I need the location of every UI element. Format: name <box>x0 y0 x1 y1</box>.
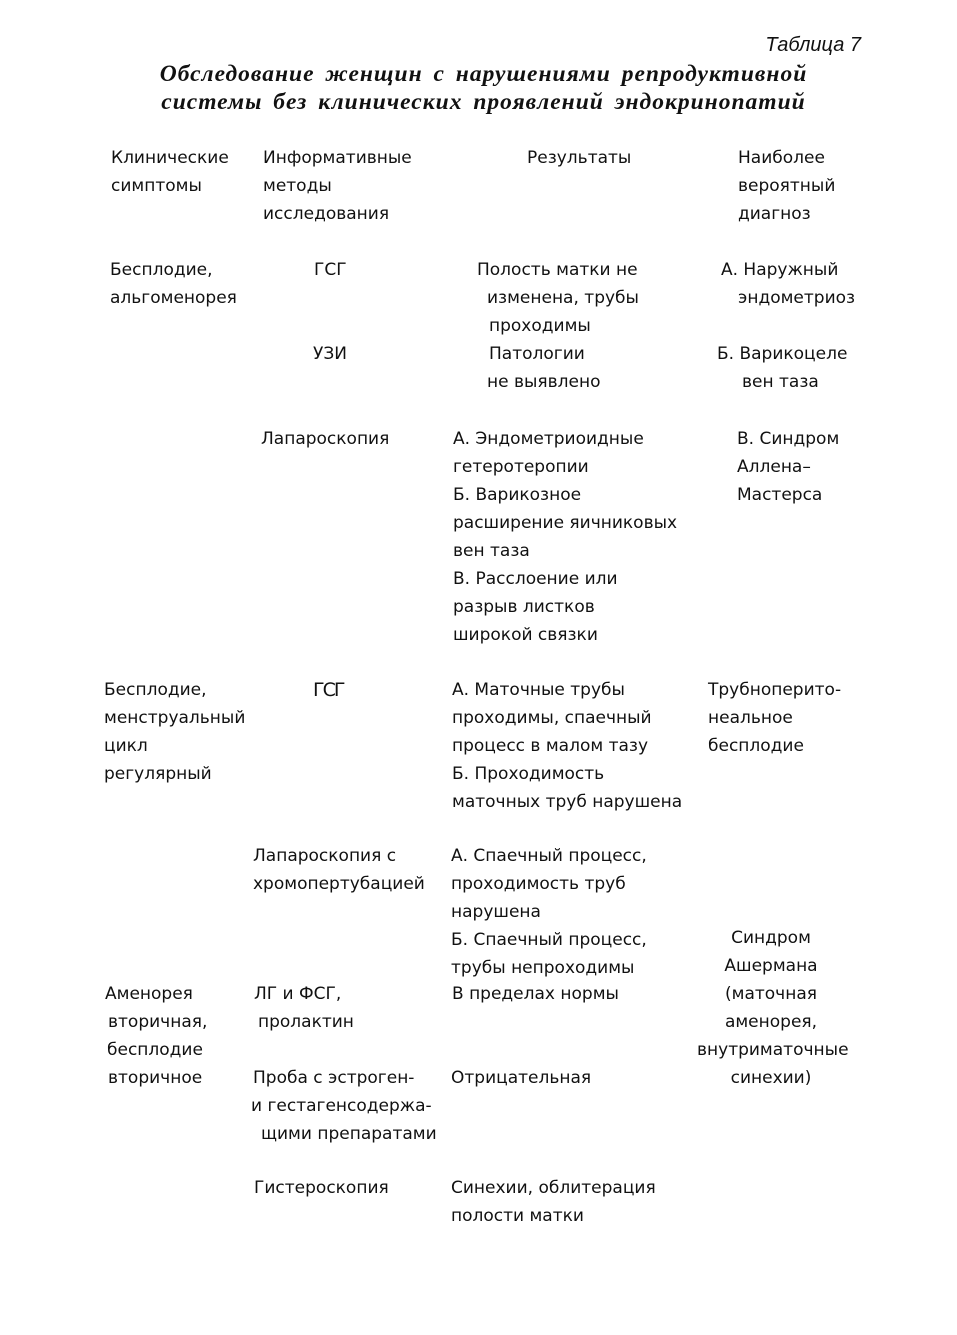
header-methods <box>263 144 412 228</box>
cell-line: А. Маточные трубы <box>452 680 625 700</box>
cell-line: трубы непроходимы <box>451 958 635 978</box>
cell-line: щими препаратами <box>261 1124 437 1144</box>
s1-method-gsg: ГСГ <box>314 260 347 280</box>
cell-line: ЛГ и ФСГ, <box>254 984 342 1004</box>
s1-diagnosis-b <box>717 340 847 396</box>
cell-line: Б. Варикозное <box>453 485 582 505</box>
cell-line: Аменорея <box>105 984 193 1004</box>
s2-symptoms <box>104 676 245 788</box>
s3-method-hys: Гистероскопия <box>254 1178 389 1198</box>
cell-line: и гестагенсодержа- <box>251 1096 432 1116</box>
header-line: Клинические <box>111 148 229 168</box>
header-results <box>527 144 631 172</box>
cell-line: внутриматочные <box>697 1040 849 1060</box>
header-line: Информативные <box>263 148 412 168</box>
header-diagnosis <box>738 144 835 228</box>
cell-line: полости матки <box>451 1206 584 1226</box>
header-symptoms <box>111 144 229 200</box>
s3-result-test: Отрицательная <box>451 1068 592 1088</box>
cell-line: проходимы <box>489 316 591 336</box>
s3-diagnosis <box>697 924 849 1092</box>
cell-line: Полость матки не <box>477 260 638 280</box>
cell-line: Лапароскопия с <box>253 846 397 866</box>
cell-line: синехии) <box>730 1068 812 1088</box>
cell-line: А. Эндометриоидные <box>453 429 644 449</box>
cell-line: Ашермана <box>724 956 818 976</box>
cell-line: бесплодие <box>708 736 804 756</box>
s1-diagnosis-c <box>737 425 839 509</box>
s1-result-gsg <box>477 256 639 340</box>
title-line-2: системы без клинических проявлений эндокринопатий <box>161 89 806 115</box>
cell-line: вен таза <box>453 541 530 561</box>
s1-symptoms <box>110 256 237 312</box>
table-title <box>0 60 957 116</box>
cell-line: нарушена <box>451 902 541 922</box>
cell-line: А. Спаечный процесс, <box>451 846 647 866</box>
cell-line: Синдром <box>731 928 811 948</box>
cell-line: неальное <box>708 708 793 728</box>
s1-method-uzi: УЗИ <box>313 344 347 364</box>
s1-method-lap: Лапароскопия <box>261 429 390 449</box>
cell-line: бесплодие <box>107 1040 203 1060</box>
cell-line: пролактин <box>258 1012 354 1032</box>
cell-line: проходимость труб <box>451 874 626 894</box>
cell-line: маточных труб нарушена <box>452 792 683 812</box>
s2-result-lap <box>451 842 647 982</box>
cell-line: (маточная <box>725 984 817 1004</box>
header-line: симптомы <box>111 176 202 196</box>
cell-line: Мастерса <box>737 485 823 505</box>
s2-method-gsg: ГСГ <box>313 679 344 701</box>
s2-diagnosis <box>708 676 841 760</box>
cell-line: цикл <box>104 736 148 756</box>
cell-line: вен таза <box>742 372 819 392</box>
cell-line: расширение яичниковых <box>453 513 678 533</box>
cell-line: процесс в малом тазу <box>452 736 649 756</box>
cell-line: вторичное <box>108 1068 203 1088</box>
cell-line: разрыв листков <box>453 597 595 617</box>
s2-result-gsg <box>452 676 682 816</box>
cell-line: Б. Проходимость <box>452 764 605 784</box>
cell-line: Патологии <box>489 344 585 364</box>
cell-line: гетеротеропии <box>453 457 589 477</box>
cell-line: А. Наружный <box>721 260 839 280</box>
cell-line: Трубноперито- <box>708 680 842 700</box>
cell-line: широкой связки <box>453 625 598 645</box>
cell-line: эндометриоз <box>738 288 856 308</box>
cell-line: Бесплодие, <box>110 260 213 280</box>
cell-line: аменорея, <box>724 1012 818 1032</box>
cell-line: регулярный <box>104 764 212 784</box>
cell-line: менструальный <box>104 708 246 728</box>
cell-line: Проба с эстроген- <box>253 1068 415 1088</box>
s1-result-uzi <box>487 340 601 396</box>
s3-result-lh: В пределах нормы <box>452 984 619 1004</box>
s3-method-lh <box>254 980 354 1036</box>
cell-line: Бесплодие, <box>104 680 207 700</box>
cell-line: проходимы, спаечный <box>452 708 652 728</box>
header-line: методы <box>263 176 332 196</box>
s3-symptoms <box>105 980 207 1092</box>
header-line: Результаты <box>527 148 632 168</box>
header-line: исследования <box>263 204 390 224</box>
cell-line: изменена, трубы <box>487 288 639 308</box>
table-label: Таблица 7 <box>765 34 861 56</box>
header-line: Наиболее <box>738 148 825 168</box>
header-line: вероятный <box>738 176 836 196</box>
s3-result-hys <box>451 1174 656 1230</box>
s2-method-lap <box>253 842 425 898</box>
cell-line: Б. Варикоцеле <box>717 344 848 364</box>
cell-line: не выявлено <box>487 372 601 392</box>
s3-method-test <box>253 1064 437 1148</box>
header-line: диагноз <box>738 204 811 224</box>
title-line-1: Обследование женщин с нарушениями репродуктивной <box>159 61 808 87</box>
s1-result-lap <box>453 425 677 649</box>
cell-line: альгоменорея <box>110 288 237 308</box>
cell-line: В. Расслоение или <box>453 569 618 589</box>
s1-diagnosis-a <box>721 256 855 312</box>
cell-line: хромопертубацией <box>253 874 425 894</box>
cell-line: В. Синдром <box>737 429 840 449</box>
cell-line: вторичная, <box>108 1012 208 1032</box>
cell-line: Б. Спаечный процесс, <box>451 930 647 950</box>
cell-line: Синехии, облитерация <box>451 1178 656 1198</box>
cell-line: Аллена– <box>737 457 811 477</box>
